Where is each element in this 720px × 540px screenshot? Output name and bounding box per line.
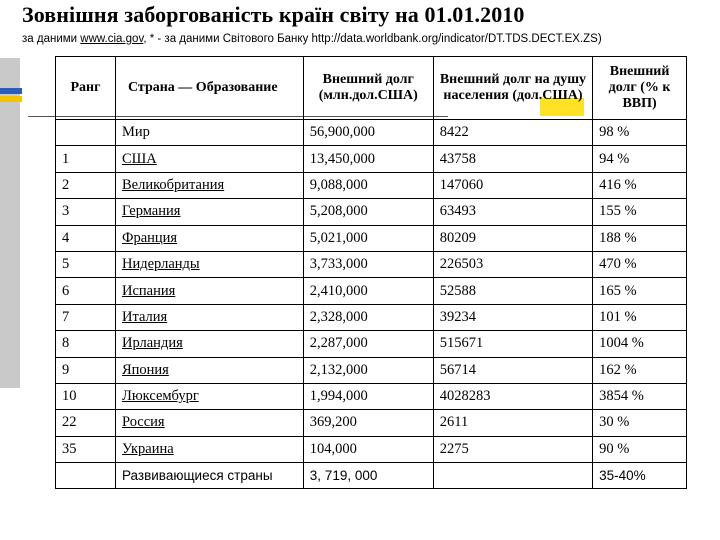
- rank-cell: [56, 463, 116, 489]
- table-row: [56, 278, 687, 304]
- external-debt-cell: 3,733,000: [303, 251, 433, 277]
- country-cell: [115, 251, 303, 277]
- gdp-share-cell: 90 %: [593, 436, 687, 462]
- gdp-share-cell: 101 %: [593, 304, 687, 330]
- country-link[interactable]: Россия: [121, 414, 165, 431]
- gdp-share-cell: 165 %: [593, 278, 687, 304]
- external-debt-cell: 56,900,000: [303, 120, 433, 146]
- country-link[interactable]: Великобритания: [121, 176, 225, 193]
- rank-cell: 35: [56, 436, 116, 462]
- table-header-row: [56, 57, 687, 120]
- per-capita-cell: 52588: [433, 278, 592, 304]
- country-cell: [115, 436, 303, 462]
- country-link[interactable]: США: [121, 150, 157, 167]
- rank-cell: 8: [56, 331, 116, 357]
- table-row: [56, 304, 687, 330]
- per-capita-cell: 8422: [433, 120, 592, 146]
- rank-cell: 5: [56, 251, 116, 277]
- flag-yellow-stripe: [0, 96, 22, 102]
- country-cell: [115, 225, 303, 251]
- country-link[interactable]: Япония: [121, 361, 169, 378]
- table-row: [56, 463, 687, 489]
- header-rank: Ранг: [56, 57, 116, 120]
- country-cell: [115, 172, 303, 198]
- rank-cell: 7: [56, 304, 116, 330]
- country-cell: [115, 383, 303, 409]
- external-debt-cell: 104,000: [303, 436, 433, 462]
- debt-table: [55, 56, 687, 489]
- table-row: [56, 251, 687, 277]
- per-capita-cell: 226503: [433, 251, 592, 277]
- per-capita-cell: 2611: [433, 410, 592, 436]
- gdp-share-cell: 155 %: [593, 199, 687, 225]
- table-row: [56, 331, 687, 357]
- table-row: [56, 172, 687, 198]
- table-row: [56, 199, 687, 225]
- header-per-capita: Внешний долг на душу населения (дол.США): [433, 57, 592, 120]
- rank-cell: 1: [56, 146, 116, 172]
- per-capita-cell: 515671: [433, 331, 592, 357]
- flag-blue-stripe: [0, 88, 22, 94]
- per-capita-cell: 56714: [433, 357, 592, 383]
- country-link[interactable]: Франция: [121, 229, 178, 246]
- per-capita-cell: 43758: [433, 146, 592, 172]
- rank-cell: 22: [56, 410, 116, 436]
- country-link[interactable]: Ирландия: [121, 335, 183, 352]
- header-country: Страна — Образование: [115, 57, 303, 120]
- country-link[interactable]: Испания: [121, 282, 176, 299]
- gdp-share-cell: 3854 %: [593, 383, 687, 409]
- external-debt-cell: 5,208,000: [303, 199, 433, 225]
- gdp-share-cell: 188 %: [593, 225, 687, 251]
- external-debt-cell: 2,287,000: [303, 331, 433, 357]
- gdp-share-cell: 98 %: [593, 120, 687, 146]
- source-suffix: , * - за даними Світового Банку http://data.worldbank.org/indicator/DT.TDS.DECT.EX.ZS): [143, 33, 602, 45]
- source-link[interactable]: www.cia.gov: [80, 33, 144, 45]
- table-body: [56, 120, 687, 489]
- external-debt-cell: 1,994,000: [303, 383, 433, 409]
- gdp-share-cell: 162 %: [593, 357, 687, 383]
- rank-cell: 4: [56, 225, 116, 251]
- gdp-share-cell: 416 %: [593, 172, 687, 198]
- page-title: Зовнішня заборгованість країн світу на 01.01.2010: [22, 2, 525, 27]
- gdp-share-cell: 94 %: [593, 146, 687, 172]
- external-debt-cell: 5,021,000: [303, 225, 433, 251]
- gdp-share-cell: 30 %: [593, 410, 687, 436]
- country-cell: [115, 146, 303, 172]
- rank-cell: 6: [56, 278, 116, 304]
- rank-cell: [56, 120, 116, 146]
- rank-cell: 9: [56, 357, 116, 383]
- slide-decoration-bar: [0, 58, 20, 388]
- country-link[interactable]: Люксембург: [121, 388, 199, 405]
- country-cell: Развивающиеся страны: [115, 463, 303, 489]
- country-link[interactable]: Италия: [121, 308, 168, 325]
- country-cell: [115, 278, 303, 304]
- gdp-share-cell: 1004 %: [593, 331, 687, 357]
- external-debt-cell: 2,132,000: [303, 357, 433, 383]
- country-cell: [115, 304, 303, 330]
- external-debt-cell: 9,088,000: [303, 172, 433, 198]
- table-row: [56, 146, 687, 172]
- per-capita-cell: 147060: [433, 172, 592, 198]
- table-row: [56, 357, 687, 383]
- per-capita-cell: [433, 463, 592, 489]
- per-capita-cell: 63493: [433, 199, 592, 225]
- rank-cell: 10: [56, 383, 116, 409]
- country-link[interactable]: Нидерланды: [121, 256, 200, 273]
- external-debt-cell: 3, 719, 000: [303, 463, 433, 489]
- per-capita-cell: 80209: [433, 225, 592, 251]
- per-capita-cell: 2275: [433, 436, 592, 462]
- gdp-share-cell: 470 %: [593, 251, 687, 277]
- rank-cell: 2: [56, 172, 116, 198]
- source-note: [22, 33, 602, 45]
- external-debt-cell: 13,450,000: [303, 146, 433, 172]
- country-link[interactable]: Украина: [121, 440, 174, 457]
- table-row: [56, 225, 687, 251]
- country-cell: Мир: [115, 120, 303, 146]
- country-link[interactable]: Германия: [121, 203, 181, 220]
- per-capita-cell: 4028283: [433, 383, 592, 409]
- country-cell: [115, 357, 303, 383]
- per-capita-cell: 39234: [433, 304, 592, 330]
- country-cell: [115, 410, 303, 436]
- rank-cell: 3: [56, 199, 116, 225]
- table-row: [56, 120, 687, 146]
- country-cell: [115, 331, 303, 357]
- table-row: [56, 436, 687, 462]
- header-gdp-share: Внешний долг (% к ВВП): [593, 57, 687, 120]
- source-prefix: за даними: [22, 33, 81, 45]
- external-debt-cell: 2,328,000: [303, 304, 433, 330]
- gdp-share-cell: 35-40%: [593, 463, 687, 489]
- external-debt-cell: 2,410,000: [303, 278, 433, 304]
- header-external-debt: Внешний долг (млн.дол.США): [303, 57, 433, 120]
- table-row: [56, 410, 687, 436]
- country-cell: [115, 199, 303, 225]
- external-debt-cell: 369,200: [303, 410, 433, 436]
- table-row: [56, 383, 687, 409]
